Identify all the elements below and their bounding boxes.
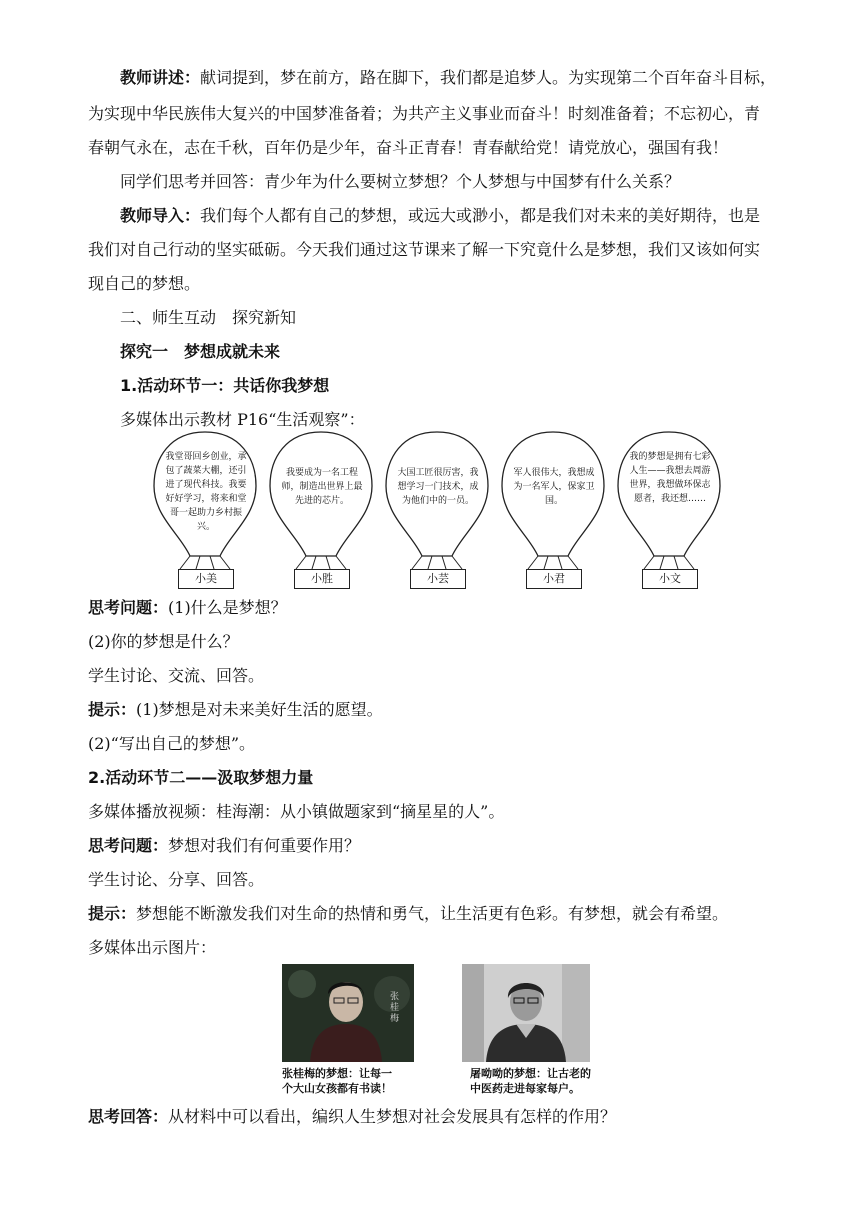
media-note-3: 多媒体出示图片： <box>88 938 217 957</box>
question-4 <box>88 1107 616 1127</box>
question-text: (1)什么是梦想？ <box>168 598 287 617</box>
balloon-text: 我的梦想是拥有七彩人生——我想去周游世界，我想做环保志愿者，我还想…… <box>629 452 711 504</box>
hint-text: (1)梦想是对未来美好生活的愿望。 <box>136 700 383 719</box>
balloon-text: 大国工匠很厉害，我想学习一门技术，成为他们中的一员。 <box>397 468 479 506</box>
balloon-name: 小美 <box>178 569 234 589</box>
balloon-xiaoyun <box>382 428 492 590</box>
media-note-1: 多媒体出示教材 P16“生活观察”： <box>120 410 365 429</box>
hint-1 <box>88 700 383 720</box>
hint-2: (2)“写出自己的梦想”。 <box>88 734 256 753</box>
hint-3 <box>88 904 728 924</box>
hint-label: 提示： <box>88 904 137 923</box>
photo-zhang-guimei <box>282 964 414 1062</box>
teacher-narration-text: 献词提到，梦在前方，路在脚下，我们都是追梦人。为实现第二个百年奋斗目标， <box>200 68 777 87</box>
balloon-xiaosheng <box>266 428 376 590</box>
explore-heading-1: 探究一 梦想成就未来 <box>120 342 281 361</box>
teacher-intro-label: 教师导入： <box>120 206 201 225</box>
question-2: (2)你的梦想是什么？ <box>88 632 239 651</box>
hot-air-balloon-icon <box>498 428 608 590</box>
media-note-2: 多媒体播放视频：桂海潮：从小镇做题家到“摘星星的人”。 <box>88 802 505 821</box>
photo-tu-youyou <box>462 964 590 1062</box>
hot-air-balloon-icon <box>382 428 492 590</box>
dream-balloons-figure <box>150 428 720 590</box>
balloon-text: 我要成为一名工程师，制造出世界上最先进的芯片。 <box>281 468 363 506</box>
discussion-2: 学生讨论、分享、回答。 <box>88 870 265 889</box>
question-label: 思考回答： <box>88 1107 169 1126</box>
balloon-text: 我堂哥回乡创业，承包了蔬菜大棚，还引进了现代科技。我要好好学习，将来和堂哥一起助力乡村振兴。 <box>165 452 247 532</box>
activity-heading-2: 2.活动环节二——汲取梦想力量 <box>88 768 314 787</box>
section-heading-2: 二、师生互动 探究新知 <box>120 308 297 327</box>
balloon-name: 小胜 <box>294 569 350 589</box>
teacher-narration-label: 教师讲述： <box>120 68 201 87</box>
discussion-1: 学生讨论、交流、回答。 <box>88 666 265 685</box>
balloon-xiaojun <box>498 428 608 590</box>
paragraph-teacher-narration-line1 <box>120 68 776 88</box>
paragraph-teacher-intro-line3: 现自己的梦想。 <box>88 274 201 293</box>
question-label: 思考问题： <box>88 836 169 855</box>
paragraph-teacher-narration-line3: 春朝气永在，志在千秋，百年仍是少年，奋斗正青春！青春献给党！请党放心，强国有我！ <box>88 138 729 157</box>
balloon-name: 小君 <box>526 569 582 589</box>
paragraph-teacher-narration-line2: 为实现中华民族伟大复兴的中国梦准备着；为共产主义事业而奋斗！时刻准备着；不忘初心，青 <box>88 104 761 123</box>
balloon-name: 小芸 <box>410 569 466 589</box>
balloon-text: 军人很伟大，我想成为一名军人，保家卫国。 <box>513 468 595 506</box>
paragraph-teacher-intro-line2: 我们对自己行动的坚实砥砺。今天我们通过这节课来了解一下究竟什么是梦想，我们又该如何实 <box>88 240 761 259</box>
teacher-intro-text: 我们每个人都有自己的梦想，或远大或渺小，都是我们对未来的美好期待，也是 <box>200 206 761 225</box>
photo-caption-2a: 屠呦呦的梦想：让古老的 <box>470 1067 591 1080</box>
question-text: 从材料中可以看出，编织人生梦想对社会发展具有怎样的作用？ <box>168 1107 617 1126</box>
activity-heading-1: 1.活动环节一：共话你我梦想 <box>120 376 330 395</box>
photo-caption-1b: 个大山女孩都有书读！ <box>282 1082 392 1095</box>
question-label: 思考问题： <box>88 598 169 617</box>
question-1 <box>88 598 287 618</box>
paragraph-student-question: 同学们思考并回答：青少年为什么要树立梦想？个人梦想与中国梦有什么关系？ <box>120 172 681 191</box>
balloon-name: 小文 <box>642 569 698 589</box>
paragraph-teacher-intro-line1 <box>120 206 760 226</box>
balloon-xiaowen <box>614 428 724 590</box>
portrait-elderly-woman-icon <box>462 964 590 1062</box>
balloon-xiaomei <box>150 428 260 590</box>
question-3 <box>88 836 360 856</box>
photo-caption-1a: 张桂梅的梦想：让每一 <box>282 1067 392 1080</box>
photo-side-text: 张桂梅 <box>390 992 400 1024</box>
photo-caption-2b: 中医药走进每家每户。 <box>470 1082 580 1095</box>
hot-air-balloon-icon <box>266 428 376 590</box>
hint-text: 梦想能不断激发我们对生命的热情和勇气，让生活更有色彩。有梦想，就会有希望。 <box>136 904 729 923</box>
question-text: 梦想对我们有何重要作用？ <box>168 836 361 855</box>
hint-label: 提示： <box>88 700 137 719</box>
